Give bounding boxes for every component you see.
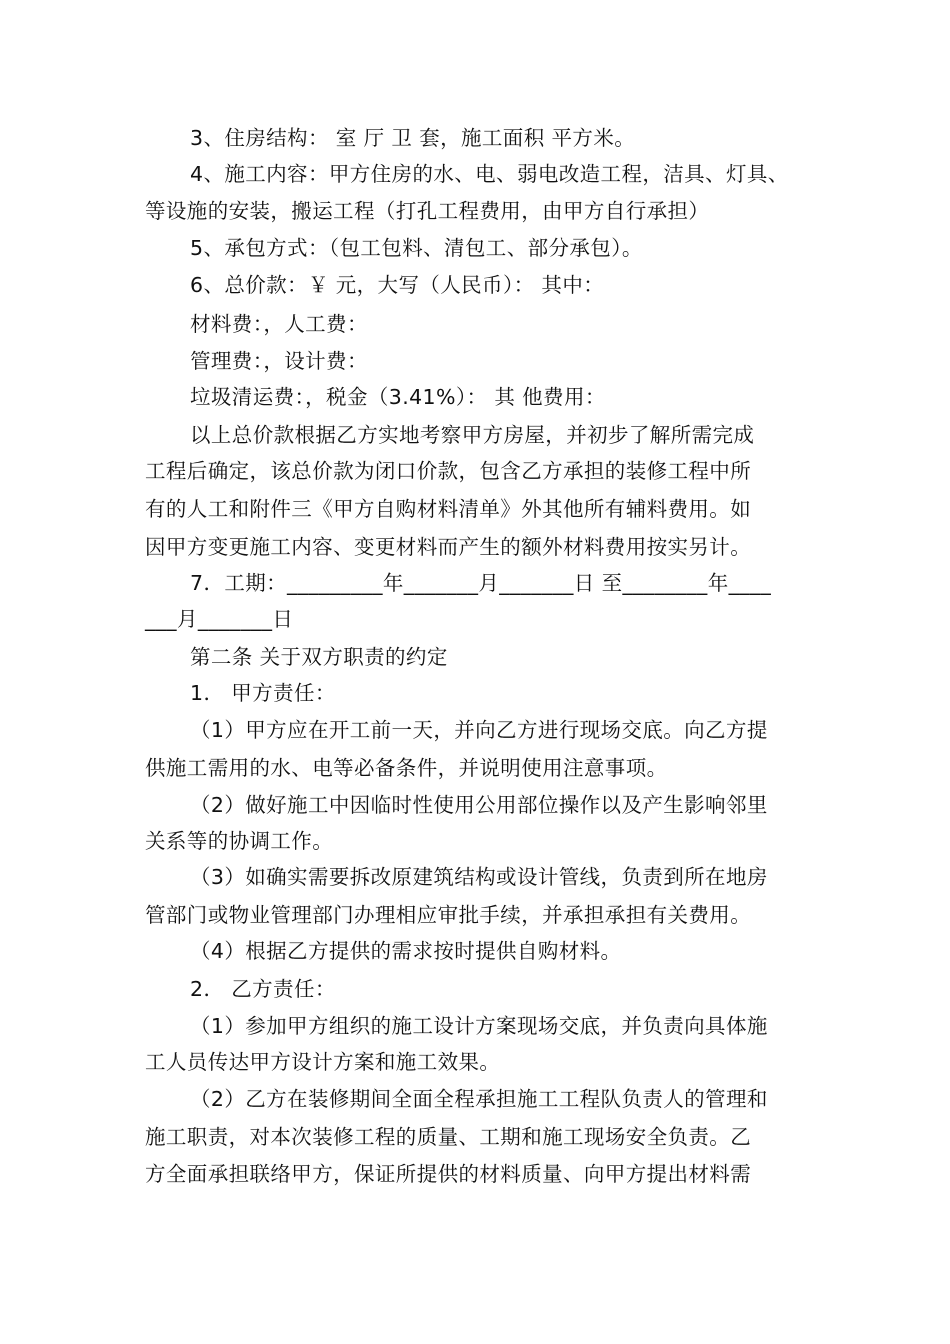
paragraph-line: 管部门或物业管理部门办理相应审批手续，并承担承担有关费用。 <box>145 903 752 927</box>
paragraph-line: 材料费：，人工费： <box>190 312 368 336</box>
paragraph-line: 工人员传达甲方设计方案和施工效果。 <box>145 1050 501 1074</box>
paragraph-line: 因甲方变更施工内容、变更材料而产生的额外材料费用按实另计。 <box>145 535 752 559</box>
paragraph-line: 管理费：，设计费： <box>190 349 368 373</box>
paragraph-line: 供施工需用的水、电等必备条件，并说明使用注意事项。 <box>145 756 668 780</box>
paragraph-line: 等设施的安装，搬运工程（打孔工程费用，由甲方自行承担） <box>145 199 710 223</box>
paragraph-line: 2． 乙方责任： <box>190 977 336 1001</box>
paragraph-line: 方全面承担联络甲方，保证所提供的材料质量、向甲方提出材料需 <box>145 1162 752 1186</box>
paragraph-line: （4）根据乙方提供的需求按时提供自购材料。 <box>190 939 622 963</box>
paragraph-line: 7．工期：_________年_______月_______日 至________年____ <box>190 571 772 595</box>
paragraph-line: 3、住房结构： 室 厅 卫 套，施工面积 平方米。 <box>190 126 636 150</box>
paragraph-line: （1）甲方应在开工前一天，并向乙方进行现场交底。向乙方提 <box>190 718 768 742</box>
paragraph-line: 5、承包方式：（包工包料、清包工、部分承包）。 <box>190 236 643 260</box>
paragraph-line: （2）乙方在装修期间全面全程承担施工工程队负责人的管理和 <box>190 1087 768 1111</box>
paragraph-line: （3）如确实需要拆改原建筑结构或设计管线，负责到所在地房 <box>190 865 768 889</box>
paragraph-line: （2）做好施工中因临时性使用公用部位操作以及产生影响邻里 <box>190 793 768 817</box>
paragraph-line: 工程后确定，该总价款为闭口价款，包含乙方承担的装修工程中所 <box>145 459 752 483</box>
paragraph-line: 1． 甲方责任： <box>190 681 336 705</box>
paragraph-line: 4、施工内容：甲方住房的水、电、弱电改造工程，洁具、灯具、 <box>190 162 789 186</box>
paragraph-line: 6、总价款：￥ 元，大写（人民币）： 其中： <box>190 273 605 297</box>
paragraph-line: 垃圾清运费：，税金（3.41%）： 其 他费用： <box>190 385 606 409</box>
paragraph-line: 有的人工和附件三《甲方自购材料清单》外其他所有辅料费用。如 <box>145 497 752 521</box>
section-heading: 第二条 关于双方职责的约定 <box>190 645 448 669</box>
paragraph-line: 关系等的协调工作。 <box>145 829 334 853</box>
paragraph-line: （1）参加甲方组织的施工设计方案现场交底，并负责向具体施 <box>190 1014 768 1038</box>
paragraph-line: 以上总价款根据乙方实地考察甲方房屋，并初步了解所需完成 <box>190 423 755 447</box>
paragraph-line: 施工职责，对本次装修工程的质量、工期和施工现场安全负责。乙 <box>145 1125 752 1149</box>
paragraph-line: ___月_______日 <box>145 607 294 631</box>
